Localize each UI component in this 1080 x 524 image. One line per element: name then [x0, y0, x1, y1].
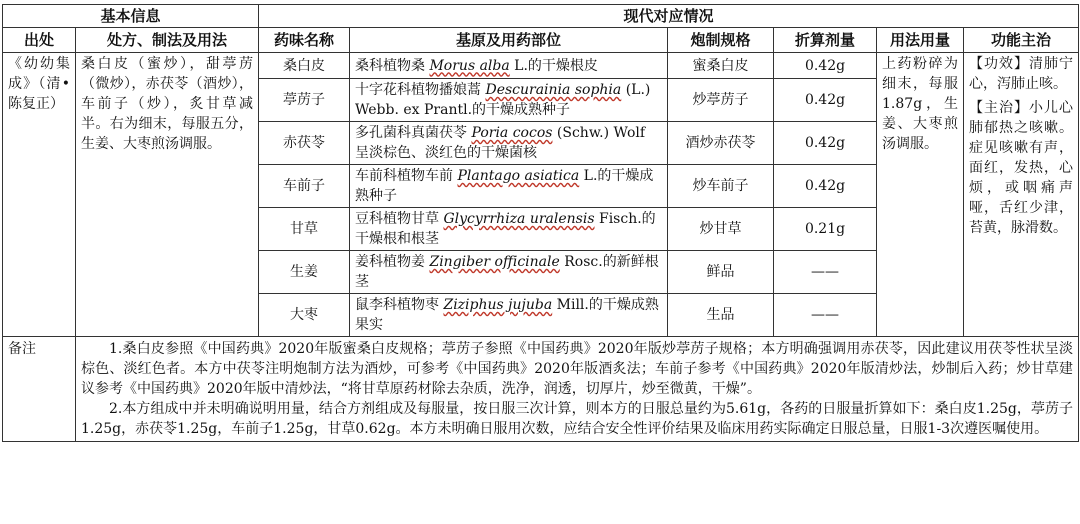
processing-cell: 炒甘草 — [668, 208, 774, 251]
dose-cell: —— — [774, 294, 877, 337]
notes-label: 备注 — [3, 337, 76, 442]
notes-row — [3, 337, 1079, 442]
source-header: 出处 — [3, 28, 76, 53]
usage-header: 用法用量 — [877, 28, 964, 53]
latin-name: Morus alba — [429, 57, 510, 74]
origin-cell: 豆科植物甘草 Glycyrrhiza uralensis Fisch.的干燥根和根茎 — [350, 208, 668, 251]
dose-cell: —— — [774, 251, 877, 294]
latin-name: Zingiber officinale — [429, 254, 560, 270]
herb-name-cell: 桑白皮 — [259, 53, 350, 79]
processing-cell: 炒葶苈子 — [668, 79, 774, 122]
function-effect: 【功效】清肺宁心，泻肺止咳。 — [969, 56, 1074, 92]
origin-cell: 多孔菌科真菌茯苓 Poria cocos (Schw.) Wolf 呈淡棕色、淡红色的干燥菌核 — [350, 122, 668, 165]
herb-name-cell: 车前子 — [259, 165, 350, 208]
herb-name-cell: 甘草 — [259, 208, 350, 251]
latin-name: Plantago asiatica — [457, 168, 580, 184]
processing-cell: 鲜品 — [668, 251, 774, 294]
source-cell: 《幼幼集成》（清•陈复正） — [3, 53, 76, 337]
dose-cell: 0.42g — [774, 122, 877, 165]
herb-name-cell: 葶苈子 — [259, 79, 350, 122]
processing-cell: 生品 — [668, 294, 774, 337]
herb-name-cell: 大枣 — [259, 294, 350, 337]
formula-table — [2, 4, 1079, 442]
dose-cell: 0.21g — [774, 208, 877, 251]
note-2: 2.本方组成中并未明确说明用量，结合方剂组成及每服量，按日服三次计算，则本方的日服总量约为5.61g，各药的日服量折算如下：桑白皮1.25g，葶苈子1.25g，赤茯苓1.25g，车前子1.25g，甘草0.62g。本方未明确日服用次数，应结合安全性评价结果及临床用药实际确定日服总量，日服1-3次遵医嘱使用。 — [81, 401, 1074, 437]
herb-name-cell: 生姜 — [259, 251, 350, 294]
notes-cell — [76, 337, 1079, 442]
processing-cell: 炒车前子 — [668, 165, 774, 208]
processing-cell: 酒炒赤茯苓 — [668, 122, 774, 165]
function-indication: 【主治】小儿心肺郁热之咳嗽。症见咳嗽有声，面红，发热，心烦，或咽痛声哑，舌红少津，苔黄，脉滑数。 — [969, 100, 1074, 236]
herb-name-cell: 赤茯苓 — [259, 122, 350, 165]
prescription-header: 处方、制法及用法 — [76, 28, 259, 53]
latin-name: Glycyrrhiza uralensis — [443, 211, 595, 227]
note-1: 1.桑白皮参照《中国药典》2020年版蜜桑白皮规格；葶苈子参照《中国药典》2020年版炒葶苈子规格；本方明确强调用赤茯苓，因此建议用茯苓性状呈淡棕色、淡红色者。本方中茯苓注明炮制方法为酒炒，可参考《中国药典》2020年版酒炙法；车前子参考《中国药典》2020年版清炒法，炒制后入药；炒甘草建议参考《中国药典》2020年版中清炒法，“将甘草原药材除去杂质，洗净，润透，切厚片，炒至微黄，干燥”。 — [81, 341, 1074, 397]
dose-cell: 0.42g — [774, 53, 877, 79]
dose-cell: 0.42g — [774, 165, 877, 208]
function-cell — [964, 53, 1079, 337]
origin-cell: 鼠李科植物枣 Ziziphus jujuba Mill.的干燥成熟果实 — [350, 294, 668, 337]
table-row — [3, 53, 1079, 79]
origin-cell: 桑科植物桑 Morus alba L.的干燥根皮 — [350, 53, 668, 79]
dose-header: 折算剂量 — [774, 28, 877, 53]
processing-cell: 蜜桑白皮 — [668, 53, 774, 79]
prescription-cell: 桑白皮（蜜炒），甜葶苈（微炒），赤茯苓（酒炒），车前子（炒），炙甘草减半。右为细末，每服五分，生姜、大枣煎汤调服。 — [76, 53, 259, 337]
latin-name: Descurainia sophia — [485, 82, 622, 98]
function-header: 功能主治 — [964, 28, 1079, 53]
latin-name: Ziziphus jujuba — [443, 297, 553, 313]
herb-name-header: 药味名称 — [259, 28, 350, 53]
origin-cell: 车前科植物车前 Plantago asiatica L.的干燥成熟种子 — [350, 165, 668, 208]
origin-cell: 十字花科植物播娘蒿 Descurainia sophia (L.) Webb. ex Prantl.的干燥成熟种子 — [350, 79, 668, 122]
latin-name: Poria cocos — [471, 125, 553, 141]
processing-header: 炮制规格 — [668, 28, 774, 53]
modern-info-header: 现代对应情况 — [259, 5, 1079, 28]
basic-info-header: 基本信息 — [3, 5, 259, 28]
usage-cell: 上药粉碎为细末，每服1.87g，生姜、大枣煎汤调服。 — [877, 53, 964, 337]
origin-header: 基原及用药部位 — [350, 28, 668, 53]
dose-cell: 0.42g — [774, 79, 877, 122]
origin-cell: 姜科植物姜 Zingiber officinale Rosc.的新鲜根茎 — [350, 251, 668, 294]
